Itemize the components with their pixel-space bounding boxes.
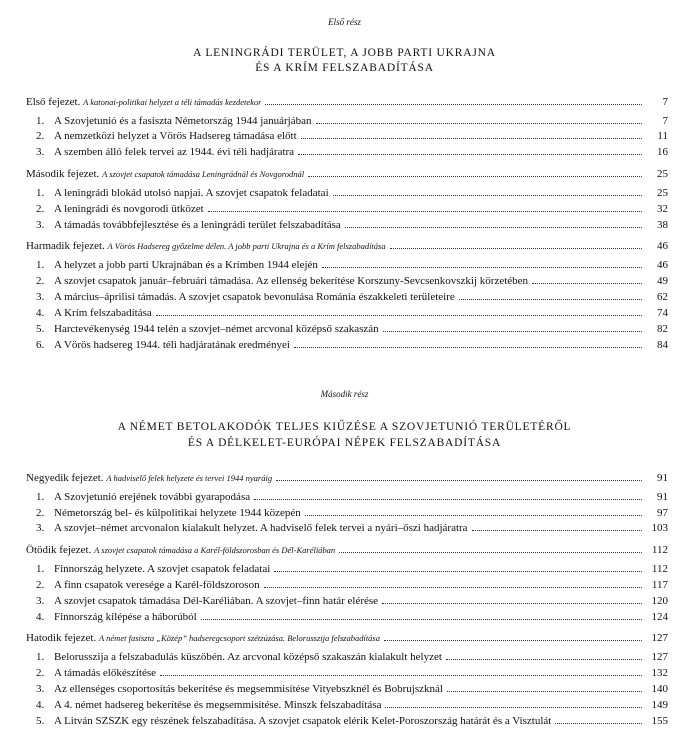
dot-leader: [156, 307, 642, 316]
toc-entry[interactable]: [36, 666, 668, 680]
entry-title: A 4. német hadsereg bekerítése és megsemmisítése. Minszk felszabadítása: [54, 699, 382, 711]
entry-number: 2.: [36, 667, 45, 679]
chapter-heading: Első fejezet.: [26, 96, 81, 108]
entry-title: A Vörös hadsereg 1944. téli hadjáratának eredményei: [54, 339, 290, 351]
toc-entry[interactable]: [36, 650, 668, 664]
toc-entry[interactable]: [36, 698, 668, 712]
toc-entry[interactable]: [36, 306, 668, 320]
toc-entry[interactable]: [36, 114, 668, 128]
page-number: 103: [651, 522, 668, 534]
page-number: 11: [657, 130, 668, 142]
page-number: 62: [657, 291, 668, 303]
part-label: Első rész: [328, 17, 361, 27]
toc-entry[interactable]: [36, 129, 668, 143]
page-number: 149: [651, 699, 668, 711]
entry-title: A nemzetközi helyzet a Vörös Hadsereg támadása előtt: [54, 130, 297, 142]
entry-number: 1.: [36, 563, 45, 575]
dot-leader: [201, 611, 642, 620]
page-number: 127: [651, 651, 668, 663]
dot-leader: [276, 472, 642, 481]
chapter-subtitle: A katonai-politikai helyzet a téli támadás kezdetekor: [83, 97, 262, 107]
toc-entry[interactable]: [36, 562, 668, 576]
page-number: 112: [651, 544, 668, 556]
page-number: 46: [657, 259, 668, 271]
page-number: 74: [657, 307, 668, 319]
entry-title: A Krím felszabadítása: [54, 307, 152, 319]
dot-leader: [316, 115, 642, 124]
dot-leader: [294, 339, 642, 348]
dot-leader: [459, 291, 642, 300]
entry-number: 1.: [36, 115, 45, 127]
entry-number: 2.: [36, 507, 45, 519]
chapter-subtitle: A német fasiszta „Közép” hadseregcsoport szétzúzása. Belorusszija felszabadítása: [99, 633, 380, 643]
chapter-heading: Negyedik fejezet.: [26, 472, 104, 484]
part-title-line: ÉS A DÉLKELET-EURÓPAI NÉPEK FELSZABADÍTÁSA: [187, 437, 502, 449]
toc-entry[interactable]: [36, 610, 668, 624]
entry-title: A szovjet csapatok január–februári támadása. Az ellenség bekerítése Korszuny-Sevcsenkovszkij körzetében: [54, 275, 529, 287]
entry-title: A támadás továbbfejlesztése és a leningrádi terület felszabadítása: [54, 219, 341, 231]
entry-title: A leningrádi blokád utolsó napjai. A szovjet csapatok feladatai: [54, 187, 329, 199]
chapter-row[interactable]: [26, 631, 668, 645]
entry-number: 1.: [36, 651, 45, 663]
page-number: 91: [657, 491, 668, 503]
entry-number: 3.: [36, 683, 45, 695]
dot-leader: [265, 96, 642, 105]
page-number: 91: [657, 472, 668, 484]
chapter-heading: Ötödik fejezet.: [26, 544, 92, 556]
page-number: 7: [662, 96, 668, 108]
entry-title: A szovjet csapatok támadása Dél-Karéliában. A szovjet–finn határ elérése: [54, 595, 379, 607]
entry-title: A helyzet a jobb parti Ukrajnában és a Krímben 1944 elején: [54, 259, 318, 271]
chapter-heading: Harmadik fejezet.: [26, 240, 105, 252]
toc-entry[interactable]: [36, 490, 668, 504]
toc-entry[interactable]: [36, 258, 668, 272]
entry-title: A szovjet–német arcvonalon kialakult helyzet. A hadviselő felek tervei a nyári–őszi hadjáratra: [54, 522, 468, 534]
toc-entry[interactable]: [36, 186, 668, 200]
dot-leader: [333, 187, 642, 196]
toc-entry[interactable]: [36, 322, 668, 336]
dot-leader: [274, 563, 642, 572]
entry-title: A támadás előkészítése: [54, 667, 157, 679]
entry-title: Az ellenséges csoportosítás bekerítése és megsemmisítése Vityebszknél és Bobrujszknál: [54, 683, 443, 695]
toc-entry[interactable]: [36, 714, 668, 728]
entry-number: 4.: [36, 307, 45, 319]
chapter-heading: Második fejezet.: [26, 168, 100, 180]
entry-number: 2.: [36, 130, 45, 142]
page-number: 7: [662, 115, 668, 127]
toc-entry[interactable]: [36, 594, 668, 608]
toc-entry[interactable]: [36, 521, 668, 535]
dot-leader: [305, 507, 642, 516]
dot-leader: [322, 259, 642, 268]
page-number: 38: [657, 219, 668, 231]
entry-number: 3.: [36, 522, 45, 534]
part-title-line: A LENINGRÁDI TERÜLET, A JOBB PARTI UKRAJNA: [193, 47, 496, 59]
entry-title: A leningrádi és novgorodi ütközet: [54, 203, 204, 215]
entry-title: Harctevékenység 1944 telén a szovjet–német arcvonal középső szakaszán: [54, 323, 379, 335]
entry-number: 3.: [36, 291, 45, 303]
part-title-line: A NÉMET BETOLAKODÓK TELJES KIŰZÉSE A SZOVJETUNIÓ TERÜLETÉRŐL: [117, 421, 572, 433]
entry-number: 3.: [36, 146, 45, 158]
page-number: 127: [651, 632, 668, 644]
chapter-row[interactable]: [26, 543, 668, 557]
dot-leader: [472, 522, 642, 531]
toc-entry[interactable]: [36, 202, 668, 216]
page-number: 16: [657, 146, 668, 158]
page-number: 120: [651, 595, 668, 607]
toc-entry[interactable]: [36, 274, 668, 288]
page-number: 155: [651, 715, 668, 727]
entry-number: 1.: [36, 259, 45, 271]
chapter-row[interactable]: [26, 95, 668, 109]
entry-number: 3.: [36, 595, 45, 607]
dot-leader: [555, 715, 642, 724]
toc-entry[interactable]: [36, 682, 668, 696]
dot-leader: [254, 491, 642, 500]
toc-entry[interactable]: [36, 578, 668, 592]
toc-entry[interactable]: [36, 290, 668, 304]
entry-title: A szemben álló felek tervei az 1944. évi téli hadjáratra: [54, 146, 295, 158]
entry-number: 5.: [36, 715, 45, 727]
page-number: 140: [651, 683, 668, 695]
page-number: 82: [657, 323, 668, 335]
entry-title: A március–áprilisi támadás. A szovjet csapatok bevonulása Románia északkeleti területeire: [54, 291, 455, 303]
chapter-subtitle: A szovjet csapatok támadása Leningrádnál és Novgorodnál: [102, 169, 305, 179]
dot-leader: [345, 219, 642, 228]
part-title-line: ÉS A KRÍM FELSZABADÍTÁSA: [255, 62, 434, 74]
chapter-subtitle: A Vörös Hadsereg győzelme délen. A jobb parti Ukrajna és a Krím felszabadítása: [107, 241, 386, 251]
entry-number: 3.: [36, 219, 45, 231]
entry-number: 1.: [36, 187, 45, 199]
dot-leader: [264, 579, 642, 588]
entry-title: Finnország helyzete. A szovjet csapatok feladatai: [54, 563, 271, 575]
dot-leader: [385, 699, 642, 708]
entry-number: 6.: [36, 339, 45, 351]
dot-leader: [447, 683, 642, 692]
dot-leader: [339, 544, 642, 553]
dot-leader: [446, 651, 642, 660]
entry-title: A Litván SZSZK egy részének felszabadítása. A szovjet csapatok elérik Kelet-Poroszország határát és a Visztulát: [54, 715, 552, 727]
dot-leader: [532, 275, 642, 284]
chapter-row[interactable]: [26, 471, 668, 485]
toc-entry[interactable]: [36, 338, 668, 352]
dot-leader: [301, 130, 642, 139]
part-label: Második rész: [320, 389, 369, 399]
chapter-row[interactable]: [26, 239, 668, 253]
page-number: 124: [651, 611, 668, 623]
toc-entry[interactable]: [36, 506, 668, 520]
entry-number: 5.: [36, 323, 45, 335]
toc-entry[interactable]: [36, 145, 668, 159]
entry-number: 2.: [36, 579, 45, 591]
chapter-row[interactable]: [26, 167, 668, 181]
dot-leader: [160, 667, 642, 676]
entry-number: 2.: [36, 275, 45, 287]
entry-title: A finn csapatok veresége a Karél-földszoroson: [54, 579, 260, 591]
dot-leader: [383, 323, 642, 332]
entry-number: 2.: [36, 203, 45, 215]
dot-leader: [298, 146, 642, 155]
entry-title: A Szovjetunió erejének további gyarapodása: [54, 491, 251, 503]
page-number: 117: [651, 579, 668, 591]
page-number: 84: [657, 339, 668, 351]
page-number: 25: [657, 187, 668, 199]
entry-title: Belorusszija a felszabadulás küszöbén. Az arcvonal középső szakaszán kialakult helyzet: [54, 651, 442, 663]
page-number: 32: [657, 203, 668, 215]
dot-leader: [382, 595, 642, 604]
dot-leader: [384, 632, 642, 641]
page-number: 25: [657, 168, 668, 180]
page-number: 49: [657, 275, 668, 287]
dot-leader: [208, 203, 642, 212]
entry-title: Németország bel- és külpolitikai helyzete 1944 közepén: [54, 507, 301, 519]
page-number: 97: [657, 507, 668, 519]
entry-number: 4.: [36, 611, 45, 623]
page-number: 112: [651, 563, 668, 575]
page-number: 132: [651, 667, 668, 679]
page-number: 46: [657, 240, 668, 252]
chapter-subtitle: A hadviselő felek helyzete és tervei 1944 nyaráig: [106, 473, 273, 483]
toc-entry[interactable]: [36, 218, 668, 232]
chapter-heading: Hatodik fejezet.: [26, 632, 97, 644]
dot-leader: [390, 240, 642, 249]
entry-number: 1.: [36, 491, 45, 503]
entry-title: A Szovjetunió és a fasiszta Németország 1944 januárjában: [54, 115, 312, 127]
entry-title: Finnország kilépése a háborúból: [54, 611, 197, 623]
dot-leader: [308, 168, 642, 177]
chapter-subtitle: A szovjet csapatok támadása a Karél-földszorosban és Dél-Karéliában: [94, 545, 336, 555]
entry-number: 4.: [36, 699, 45, 711]
